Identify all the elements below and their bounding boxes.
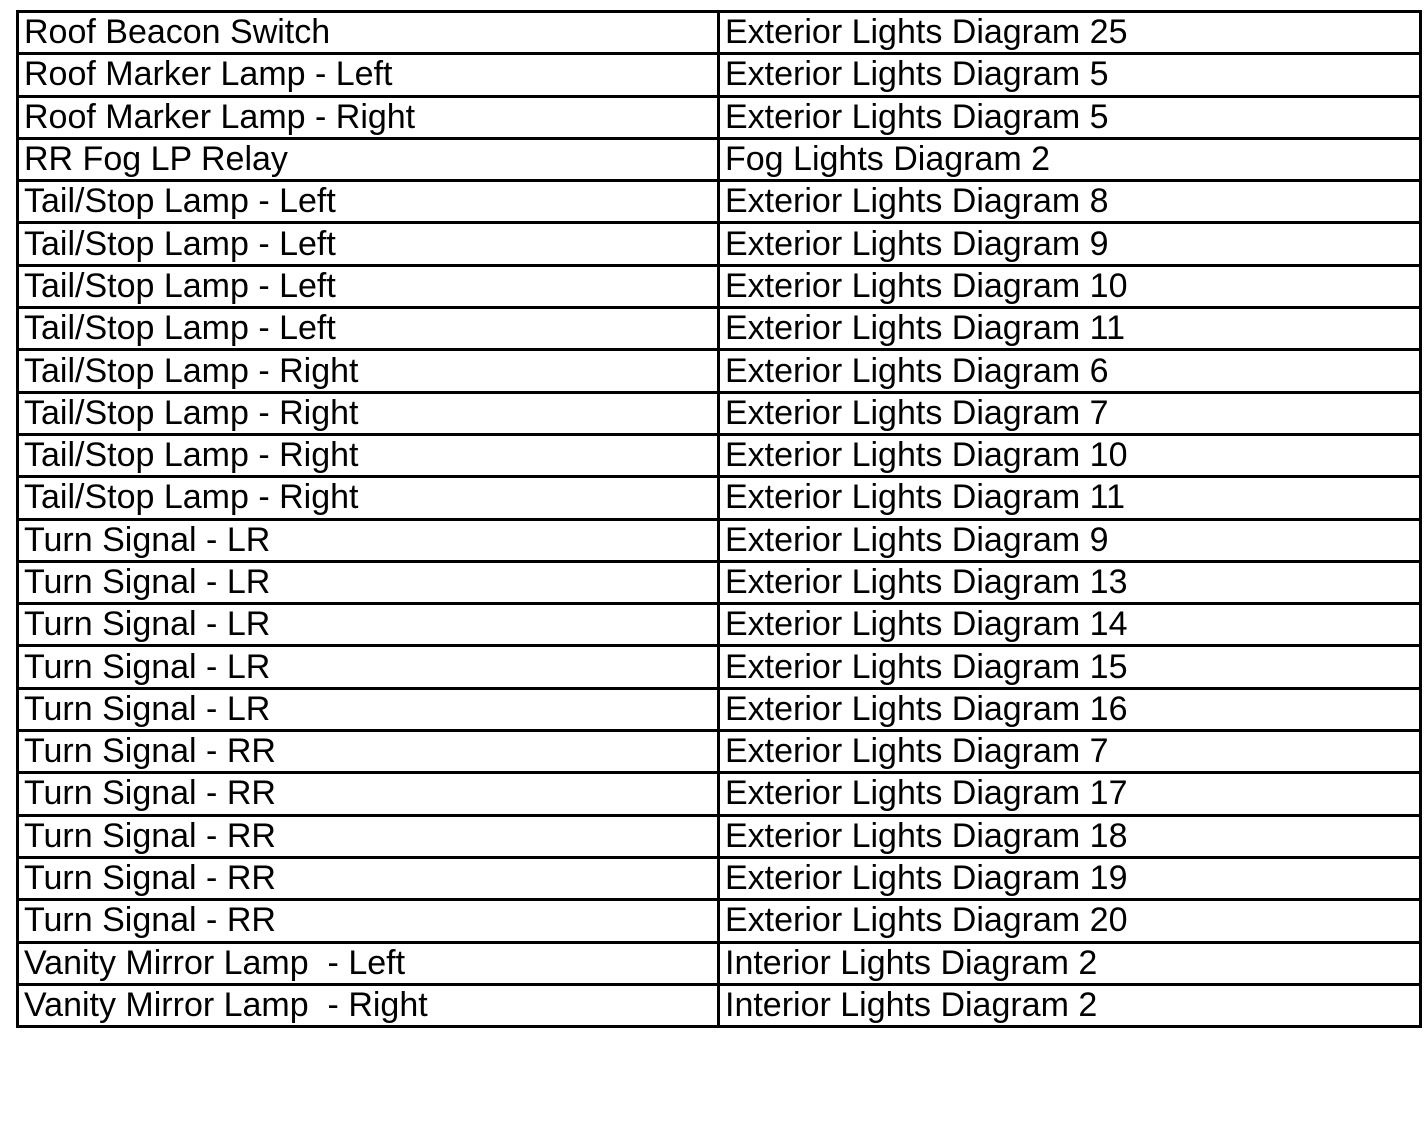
table-row [18, 223, 1421, 265]
component-cell: Turn Signal - RR [18, 815, 719, 857]
diagram-cell: Exterior Lights Diagram 14 [719, 604, 1421, 646]
table-row [18, 392, 1421, 434]
component-cell: Turn Signal - RR [18, 900, 719, 942]
table-row [18, 519, 1421, 561]
table-row [18, 96, 1421, 138]
diagram-cell: Exterior Lights Diagram 11 [719, 477, 1421, 519]
table-row [18, 731, 1421, 773]
table-body [18, 12, 1421, 1027]
table-row [18, 12, 1421, 54]
diagram-cell: Exterior Lights Diagram 7 [719, 731, 1421, 773]
diagram-cell: Exterior Lights Diagram 17 [719, 773, 1421, 815]
diagram-cell: Exterior Lights Diagram 16 [719, 688, 1421, 730]
table-row [18, 477, 1421, 519]
diagram-cell: Exterior Lights Diagram 15 [719, 646, 1421, 688]
component-cell: Tail/Stop Lamp - Right [18, 477, 719, 519]
component-cell: Vanity Mirror Lamp - Right [18, 984, 719, 1026]
diagram-cell: Exterior Lights Diagram 13 [719, 561, 1421, 603]
component-cell: Roof Beacon Switch [18, 12, 719, 54]
table-row [18, 138, 1421, 180]
table-row [18, 434, 1421, 476]
diagram-cell: Exterior Lights Diagram 7 [719, 392, 1421, 434]
diagram-cell: Fog Lights Diagram 2 [719, 138, 1421, 180]
component-cell: Tail/Stop Lamp - Right [18, 350, 719, 392]
table-row [18, 688, 1421, 730]
diagram-cell: Exterior Lights Diagram 10 [719, 265, 1421, 307]
diagram-cell: Exterior Lights Diagram 9 [719, 223, 1421, 265]
diagram-cell: Exterior Lights Diagram 11 [719, 308, 1421, 350]
component-cell: Vanity Mirror Lamp - Left [18, 942, 719, 984]
component-cell: Turn Signal - RR [18, 857, 719, 899]
table-row [18, 984, 1421, 1026]
table-row [18, 181, 1421, 223]
table-row [18, 942, 1421, 984]
table-row [18, 857, 1421, 899]
component-cell: Tail/Stop Lamp - Right [18, 434, 719, 476]
diagram-cell: Exterior Lights Diagram 6 [719, 350, 1421, 392]
table-row [18, 561, 1421, 603]
component-cell: Tail/Stop Lamp - Left [18, 223, 719, 265]
component-cell: Turn Signal - LR [18, 604, 719, 646]
table-row [18, 54, 1421, 96]
diagram-cell: Exterior Lights Diagram 8 [719, 181, 1421, 223]
table-row [18, 900, 1421, 942]
diagram-cell: Exterior Lights Diagram 18 [719, 815, 1421, 857]
component-cell: Turn Signal - RR [18, 773, 719, 815]
diagram-cell: Exterior Lights Diagram 10 [719, 434, 1421, 476]
component-cell: Turn Signal - LR [18, 561, 719, 603]
component-cell: Tail/Stop Lamp - Left [18, 308, 719, 350]
diagram-cell: Exterior Lights Diagram 20 [719, 900, 1421, 942]
table-row [18, 604, 1421, 646]
component-cell: Tail/Stop Lamp - Left [18, 181, 719, 223]
component-cell: Turn Signal - LR [18, 519, 719, 561]
component-diagram-table [16, 10, 1422, 1028]
component-cell: Turn Signal - LR [18, 646, 719, 688]
component-cell: Tail/Stop Lamp - Right [18, 392, 719, 434]
diagram-cell: Interior Lights Diagram 2 [719, 984, 1421, 1026]
diagram-cell: Exterior Lights Diagram 19 [719, 857, 1421, 899]
component-cell: RR Fog LP Relay [18, 138, 719, 180]
table-row [18, 265, 1421, 307]
diagram-cell: Exterior Lights Diagram 9 [719, 519, 1421, 561]
table-row [18, 646, 1421, 688]
diagram-cell: Interior Lights Diagram 2 [719, 942, 1421, 984]
component-cell: Roof Marker Lamp - Left [18, 54, 719, 96]
table-row [18, 308, 1421, 350]
component-cell: Turn Signal - RR [18, 731, 719, 773]
table-row [18, 815, 1421, 857]
table-row [18, 773, 1421, 815]
diagram-cell: Exterior Lights Diagram 5 [719, 54, 1421, 96]
component-cell: Roof Marker Lamp - Right [18, 96, 719, 138]
diagram-cell: Exterior Lights Diagram 5 [719, 96, 1421, 138]
component-cell: Turn Signal - LR [18, 688, 719, 730]
table-row [18, 350, 1421, 392]
component-cell: Tail/Stop Lamp - Left [18, 265, 719, 307]
diagram-cell: Exterior Lights Diagram 25 [719, 12, 1421, 54]
